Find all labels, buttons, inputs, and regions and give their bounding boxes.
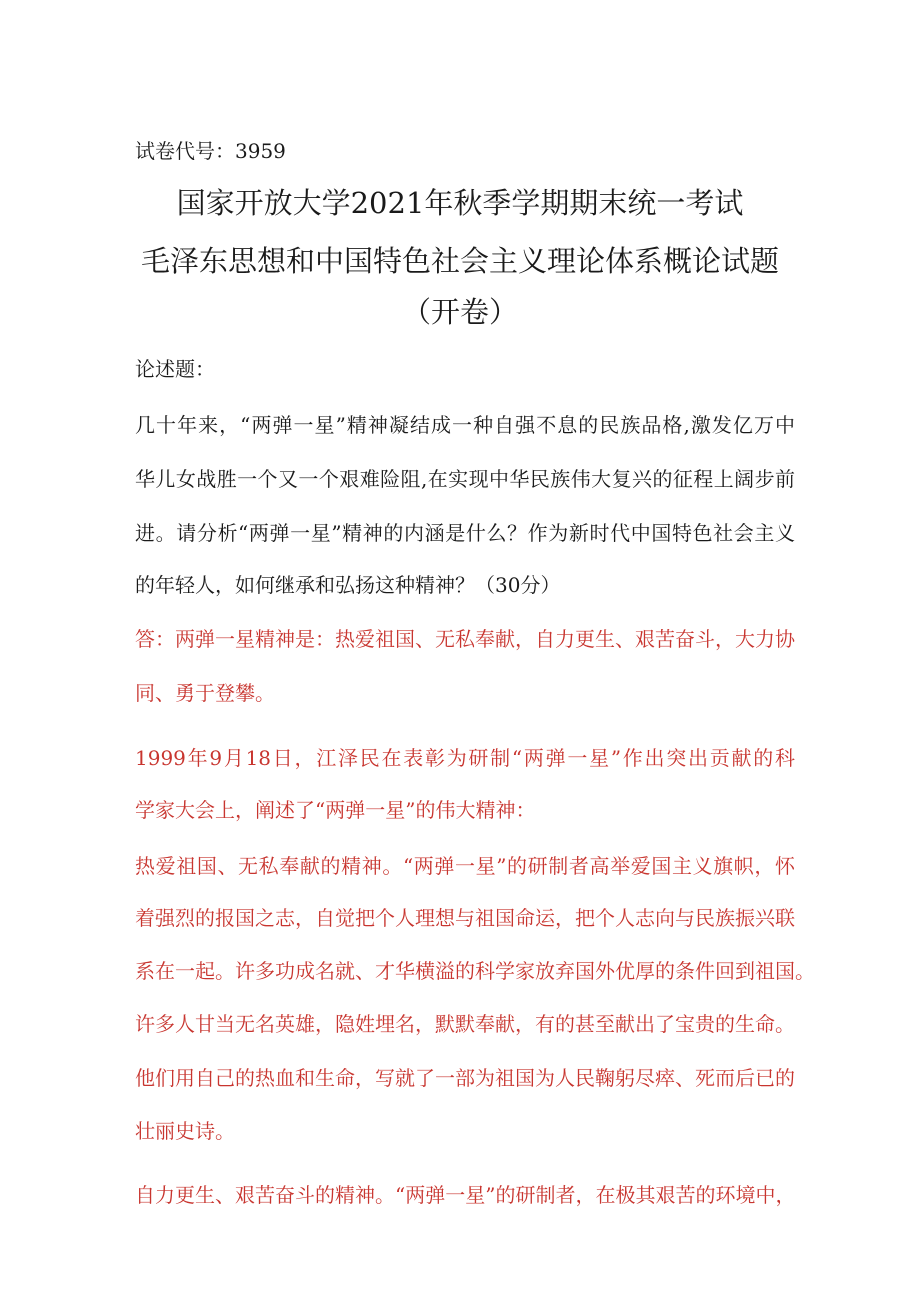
section-label: 论述题： [135, 357, 215, 381]
answer-paragraph-line: 壮丽史诗。 [135, 1119, 235, 1143]
question-line: 几十年来，“两弹一星”精神凝结成一种自强不息的民族品格,激发亿万中 [135, 413, 795, 437]
question-line: 进。请分析“两弹一星”精神的内涵是什么？作为新时代中国特色社会主义 [135, 521, 795, 545]
question-line: 华儿女战胜一个又一个艰难险阻,在实现中华民族伟大复兴的征程上阔步前 [135, 467, 795, 491]
answer-line: 同、勇于登攀。 [135, 681, 275, 705]
exam-title: 国家开放大学2021年秋季学期期末统一考试 [176, 186, 744, 220]
answer-paragraph-line: 自力更生、艰苦奋斗的精神。“两弹一星”的研制者，在极其艰苦的环境中， [135, 1183, 796, 1207]
answer-paragraph-line: 学家大会上，阐述了“两弹一星”的伟大精神： [135, 798, 536, 822]
exam-type: （开卷） [401, 295, 518, 329]
answer-paragraph-line: 着强烈的报国之志，自觉把个人理想与祖国命运，把个人志向与民族振兴联 [135, 906, 795, 930]
exam-code: 试卷代号：3959 [135, 139, 286, 163]
answer-paragraph-line: 热爱祖国、无私奉献的精神。“两弹一星”的研制者高举爱国主义旗帜，怀 [135, 854, 795, 878]
answer-paragraph-line: 1999年9月18日，江泽民在表彰为研制“两弹一星”作出突出贡献的科 [135, 746, 795, 770]
subject-title: 毛泽东思想和中国特色社会主义理论体系概论试题 [140, 244, 779, 278]
question-line: 的年轻人，如何继承和弘扬这种精神？（30分） [135, 573, 561, 597]
answer-paragraph-line: 系在一起。许多功成名就、才华横溢的科学家放弃国外优厚的条件回到祖国。 [135, 959, 815, 983]
answer-line: 答：两弹一星精神是：热爱祖国、无私奉献，自力更生、艰苦奋斗，大力协 [135, 627, 795, 651]
answer-paragraph-line: 他们用自己的热血和生命，写就了一部为祖国为人民鞠躬尽瘁、死而后已的 [135, 1066, 795, 1090]
answer-paragraph-line: 许多人甘当无名英雄，隐姓埋名，默默奉献，有的甚至献出了宝贵的生命。 [135, 1012, 795, 1036]
